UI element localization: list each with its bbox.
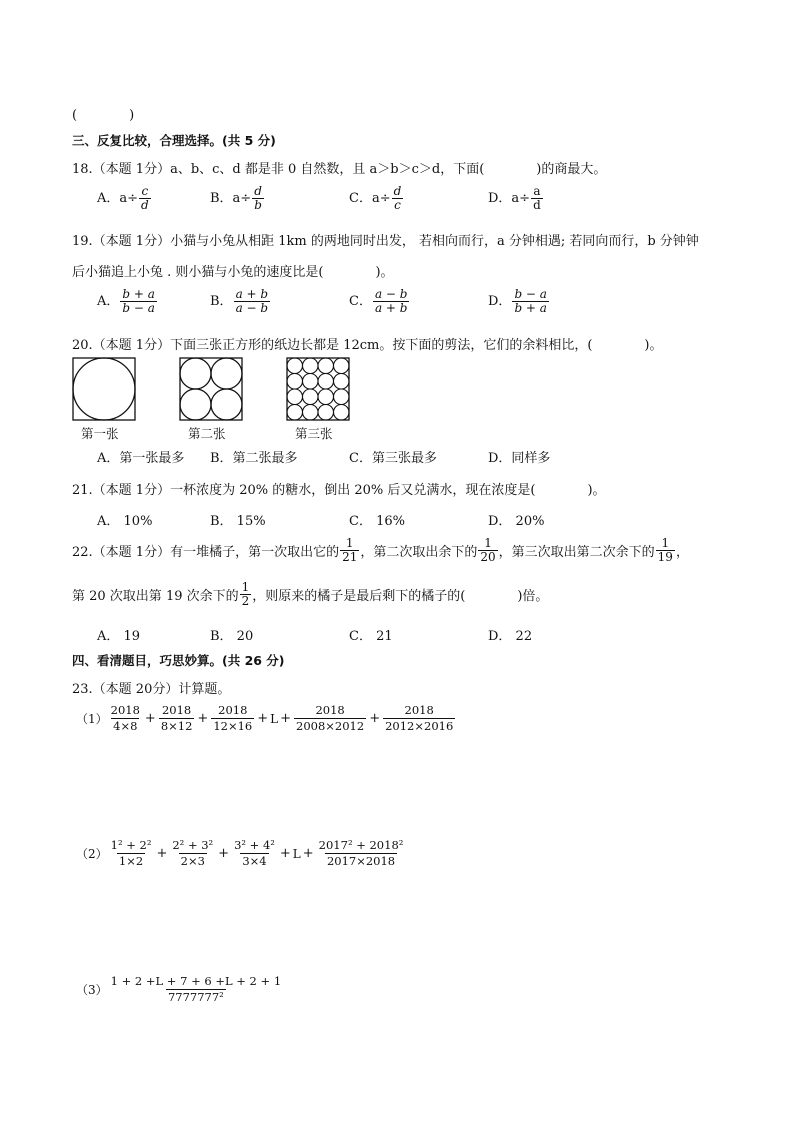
q22-option-d[interactable]: D． 22 [488, 629, 533, 644]
calc-problem-1: （1） $\frac{2018}{4\times 8}$ + $\frac{2018}{8\times 12}$ + $\frac{2018}{12\times 16}$ + L + $\frac{2018}{2008\times 2012}$ + $\frac{2018}{2012\times 2016}$ [76, 703, 454, 733]
question-20: 20.（本题 1分）下面三张正方形的纸边长都是 12cm。按下面的剪法，它们的余料相比，( )。 [72, 338, 663, 353]
q21-option-c[interactable]: C． 16% [349, 514, 405, 529]
question-23: 23.（本题 20分）计算题。 [72, 682, 231, 697]
question-22-line2: 第 20 次取出第 19 次余下的 $\frac{1}{2}$ ，则原来的橘子是最后剩下的橘子的( )倍。 [72, 580, 549, 608]
answer-blank: ( ) [72, 108, 135, 123]
q22-option-c[interactable]: C． 21 [349, 629, 393, 644]
q20-option-b[interactable]: B．第二张最多 [210, 451, 298, 466]
q19-option-b[interactable]: B． $\frac{a + b}{a - b}$ [210, 287, 269, 315]
q18-option-b[interactable]: B．a÷ $\frac{d}{b}$ [210, 184, 262, 212]
question-22-line1: 22.（本题 1分）有一堆橘子，第一次取出它的 $\frac{1}{21}$ ，第二次取出余下的 $\frac{1}{20}$ ，第三次取出第二次余下的 $\frac{1}{19}$ ， [72, 536, 689, 564]
q22-option-b[interactable]: B． 20 [210, 629, 254, 644]
question-18: 18.（本题 1分）a、b、c、d 都是非 0 自然数，且 a＞b＞c＞d，下面( )的商最大。 [72, 162, 607, 177]
q20-option-a[interactable]: A．第一张最多 [97, 451, 185, 466]
q20-option-d[interactable]: D．同样多 [488, 451, 551, 466]
calc-problem-3: （3） $\frac{1 + 2 +L + 7 + 6 +L + 2 + 1}{\text{7777777²}}$ [76, 974, 282, 1004]
section-heading-3: 三、反复比较，合理选择。(共 5 分) [72, 133, 276, 148]
q20-option-c[interactable]: C．第三张最多 [349, 451, 437, 466]
figure-caption-2: 第二张 [188, 426, 226, 441]
q18-option-d[interactable]: D．a÷ $\frac{a}{d}$ [488, 184, 541, 212]
section-heading-4: 四、看清题目，巧思妙算。(共 26 分) [72, 653, 285, 668]
question-19-line2: 后小猫追上小兔 . 则小猫与小兔的速度比是( )。 [72, 265, 394, 280]
figure-caption-3: 第三张 [295, 426, 333, 441]
q21-option-d[interactable]: D． 20% [488, 514, 545, 529]
square-one-circle-figure [72, 357, 138, 421]
q21-option-a[interactable]: A． 10% [97, 514, 153, 529]
question-19-line1: 19.（本题 1分）小猫与小兔从相距 1km 的两地同时出发， 若相向而行，a 分钟相遇; 若同向而行，b 分钟钟 [72, 234, 699, 249]
figure-caption-1: 第一张 [81, 426, 119, 441]
q21-option-b[interactable]: B． 15% [210, 514, 266, 529]
q19-option-c[interactable]: C． $\frac{a - b}{a + b}$ [349, 287, 408, 315]
calc-problem-2: （2） $\frac{\text{1² + 2²}}{1\times 2}$ + $\frac{\text{2² + 3²}}{2\times 3}$ + $\frac{\text{3² + 4²}}{3\times 4}$ + L + $\frac{\text{2017² + 2018²}}{2017\times 2018}$ [76, 838, 404, 868]
q18-option-a[interactable]: A．a÷ $\frac{c}{d}$ [97, 184, 149, 212]
question-21: 21.（本题 1分）一杯浓度为 20% 的糖水，倒出 20% 后又兑满水，现在浓度是( )。 [72, 483, 606, 498]
q19-option-d[interactable]: D． $\frac{b - a}{b + a}$ [488, 287, 547, 315]
q22-option-a[interactable]: A． 19 [97, 629, 141, 644]
q19-option-a[interactable]: A． $\frac{b + a}{b - a}$ [97, 287, 155, 315]
square-four-circles-figure [179, 357, 245, 421]
q18-option-c[interactable]: C．a÷ $\frac{d}{c}$ [349, 184, 402, 212]
square-sixteen-circles-figure [286, 357, 352, 421]
